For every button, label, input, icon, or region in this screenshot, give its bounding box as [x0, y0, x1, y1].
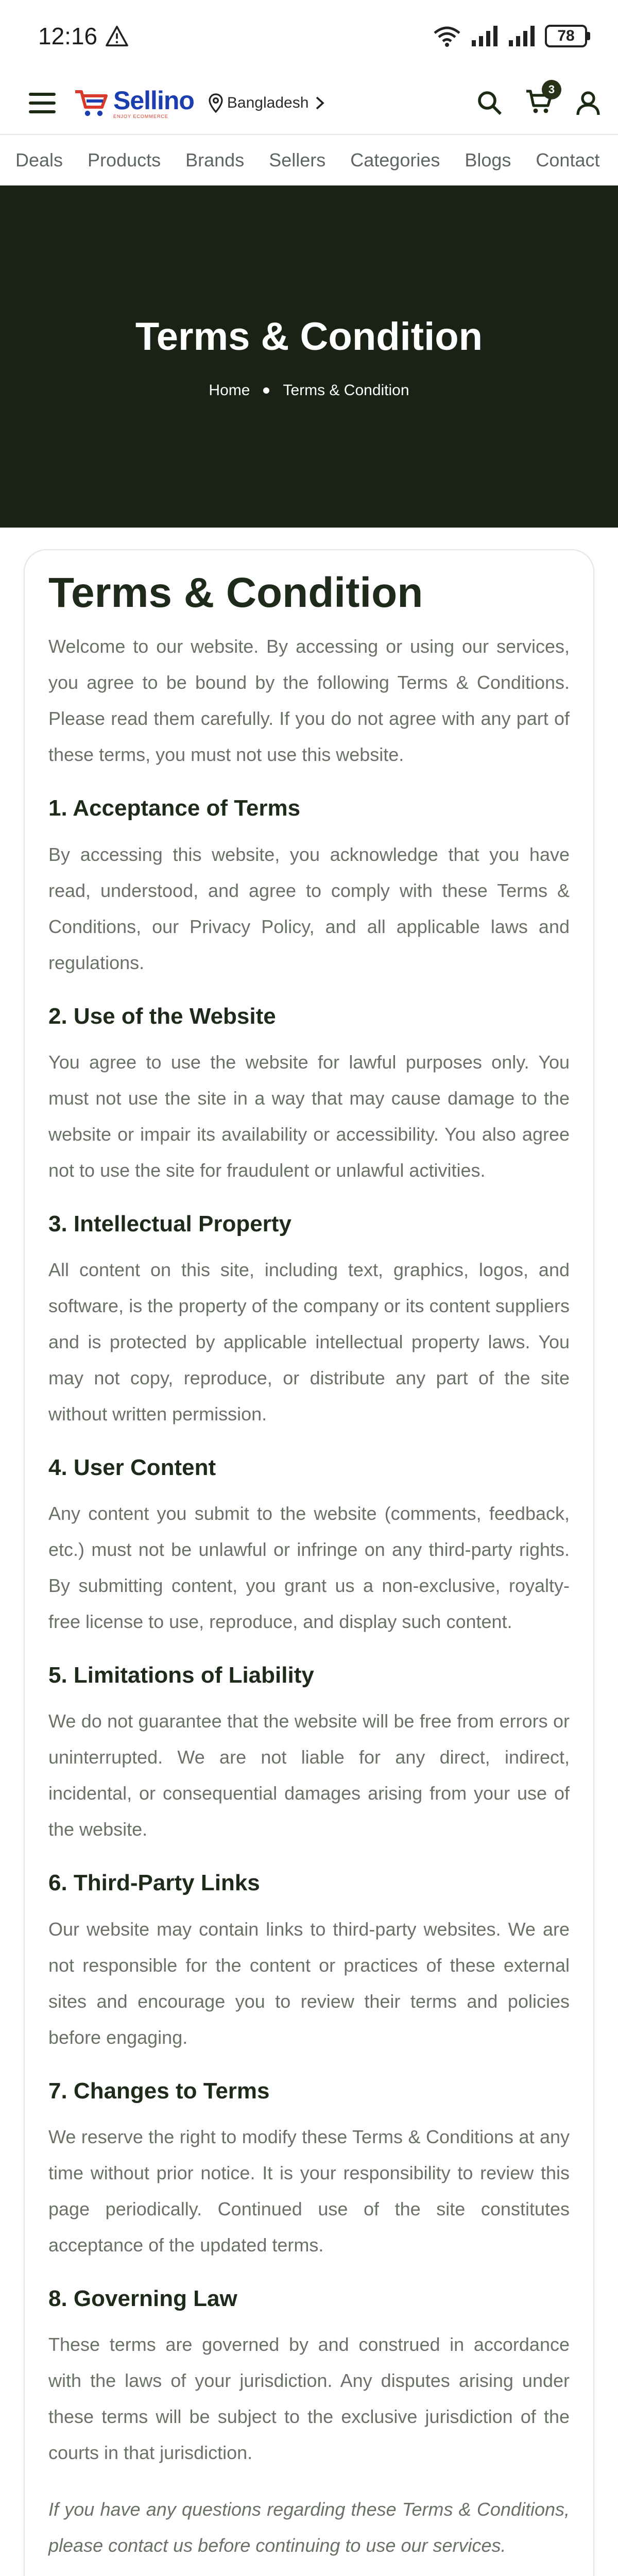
signal-icon — [471, 25, 499, 47]
breadcrumb-separator — [263, 387, 269, 394]
section-heading: 7. Changes to Terms — [48, 2078, 270, 2104]
search-icon[interactable] — [477, 90, 503, 116]
breadcrumb — [209, 382, 409, 399]
section-heading: 2. Use of the Website — [48, 1003, 276, 1029]
header-actions — [477, 82, 600, 117]
status-bar — [0, 0, 618, 72]
section-body: Any content you submit to the website (comments, feedback, etc.) must not be unlawful or infringe on any third-party rights. By submitting content, you grant us a non-exclusive, royalty-free license to use, reproduce, and display such content. — [48, 1503, 570, 1633]
status-right — [433, 25, 590, 47]
page-hero — [0, 185, 618, 528]
closing-note: If you have any questions regarding these Terms & Conditions, please contact us before continuing to use our services. — [48, 2498, 570, 2556]
battery-level: 78 — [545, 25, 587, 47]
breadcrumb-home[interactable]: Home — [209, 381, 250, 399]
hero-title: Terms & Condition — [135, 314, 483, 359]
breadcrumb-current: Terms & Condition — [283, 381, 409, 399]
category-nav — [0, 134, 618, 185]
logo-tagline: ENJOY ECOMMERCE — [113, 113, 168, 119]
intro-paragraph: Welcome to our website. By accessing or using our services, you agree to be bound by the following Terms & Conditions. Please read them carefully. If you do not agree with any part of these terms, you must not use this website. — [48, 636, 570, 766]
chevron-right-icon — [313, 95, 326, 111]
page-title: Terms & Condition — [48, 569, 423, 616]
signal-icon-2 — [508, 25, 536, 47]
status-left — [38, 22, 128, 50]
nav-item-contact[interactable]: Contact — [536, 149, 600, 171]
nav-item-categories[interactable]: Categories — [350, 149, 440, 171]
section-heading: 4. User Content — [48, 1454, 216, 1480]
location-label: Bangladesh — [227, 94, 309, 111]
status-time: 12:16 — [38, 23, 98, 49]
nav-item-sellers[interactable]: Sellers — [269, 149, 326, 171]
logo-cart-icon — [73, 88, 109, 118]
cart-count-badge: 3 — [542, 80, 561, 99]
section-body: Our website may contain links to third-party websites. We are not responsible for the content or practices of these external sites and encourage you to review their terms and policies before engaging. — [48, 1918, 570, 2048]
section-heading: 8. Governing Law — [48, 2285, 237, 2311]
user-icon[interactable] — [576, 90, 600, 116]
nav-item-products[interactable]: Products — [88, 149, 161, 171]
location-selector[interactable] — [209, 93, 326, 113]
terms-card — [24, 549, 594, 2576]
section-heading: 6. Third-Party Links — [48, 1870, 260, 1896]
section-body: We do not guarantee that the website will be free from errors or uninterrupted. We are not liable for any direct, indirect, incidental, or consequential damages arising from your use of the website. — [48, 1710, 570, 1840]
section-heading: 5. Limitations of Liability — [48, 1663, 314, 1688]
site-header — [0, 72, 618, 134]
battery-icon — [545, 25, 590, 47]
section-body: These terms are governed by and construed in accordance with the laws of your jurisdiction. Any disputes arising under these terms will be subject to the exclusive jurisdiction of the courts in that jurisdiction. — [48, 2333, 570, 2463]
cart-button[interactable] — [525, 82, 555, 117]
hamburger-menu-icon[interactable] — [29, 93, 56, 113]
content-wrapper — [0, 528, 618, 2576]
nav-item-blogs[interactable]: Blogs — [465, 149, 511, 171]
section-body: You agree to use the website for lawful purposes only. You must not use the site in a way that may cause damage to the website or impair its availability or accessibility. You also agree not to use the site for fraudulent or unlawful activities. — [48, 1051, 570, 1181]
map-pin-icon — [209, 93, 223, 113]
section-body: All content on this site, including text, graphics, logos, and software, is the property of the company or its content suppliers and is protected by applicable intellectual property laws. You may not copy, reproduce, or distribute any part of the site without written permission. — [48, 1259, 570, 1425]
section-body: We reserve the right to modify these Terms & Conditions at any time without prior notice. It is your responsibility to review this page periodically. Continued use of the site constitutes acceptance of the updated terms. — [48, 2126, 570, 2256]
logo-name: Sellino — [113, 86, 194, 115]
section-body: By accessing this website, you acknowledge that you have read, understood, and agree to comply with these Terms & Conditions, our Privacy Policy, and all applicable laws and regulations. — [48, 843, 570, 973]
section-heading: 3. Intellectual Property — [48, 1211, 291, 1236]
wifi-icon — [433, 25, 461, 47]
nav-item-brands[interactable]: Brands — [185, 149, 245, 171]
nav-item-deals[interactable]: Deals — [15, 149, 63, 171]
section-heading: 1. Acceptance of Terms — [48, 795, 301, 821]
site-logo[interactable] — [73, 88, 194, 119]
warning-icon — [106, 26, 128, 46]
